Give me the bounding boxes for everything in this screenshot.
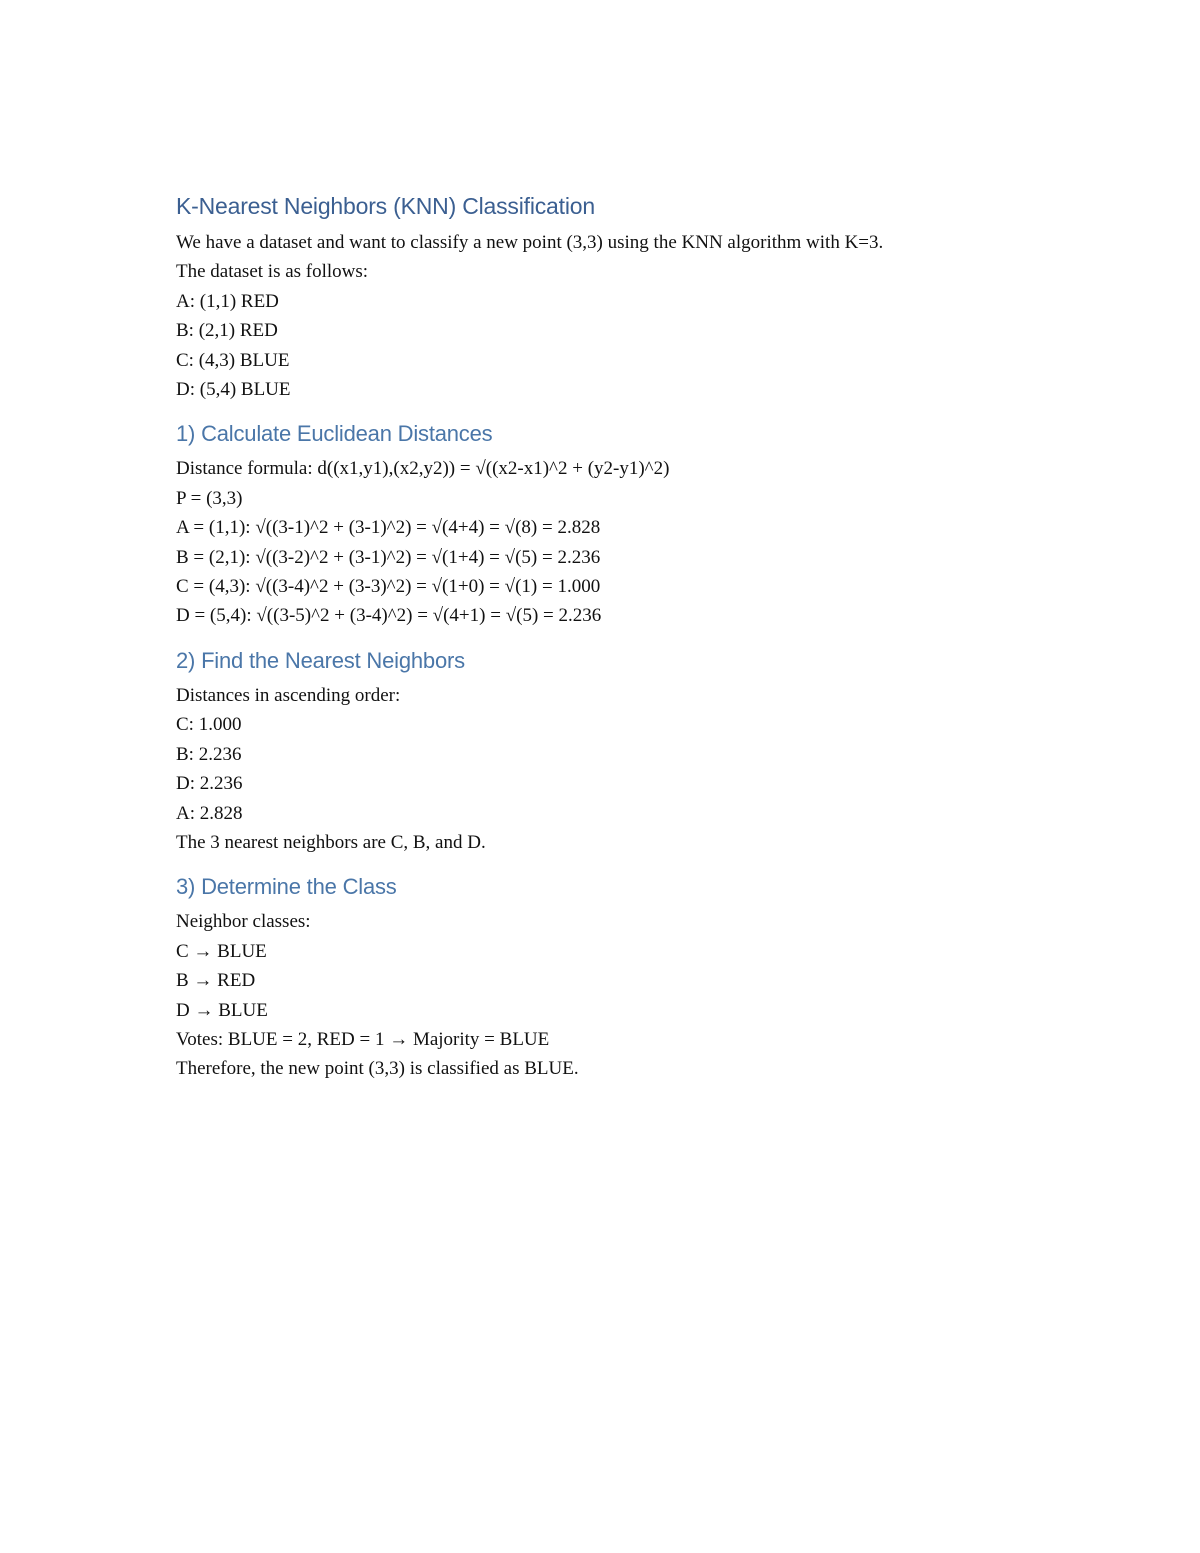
neighbor-classes-label: Neighbor classes: [176, 911, 311, 933]
query-point: P = (3,3) [176, 487, 243, 509]
document-page [176, 190, 1076, 1084]
distance-formula: Distance formula: d((x1,y1),(x2,y2)) = √((x2-x1)^2 + (y2-y1)^2) [176, 458, 670, 480]
dataset-point-d: D: (5,4) BLUE [176, 379, 291, 401]
document-title: K-Nearest Neighbors (KNN) Classification [176, 193, 595, 219]
sorted-distance: D: 2.236 [176, 773, 243, 795]
nearest-summary: The 3 nearest neighbors are C, B, and D. [176, 831, 486, 853]
section-heading: 2) Find the Nearest Neighbors [176, 647, 465, 673]
sorted-distance: A: 2.828 [176, 802, 243, 824]
distance-c: C = (4,3): √((3-4)^2 + (3-3)^2) = √(1+0) = √(1) = 1.000 [176, 576, 601, 598]
neighbor-class: D → BLUE [176, 999, 268, 1021]
distance-b: B = (2,1): √((3-2)^2 + (3-1)^2) = √(1+4) = √(5) = 2.236 [176, 546, 601, 568]
intro-block [176, 228, 1076, 404]
section-heading: 3) Determine the Class [176, 874, 397, 900]
dataset-point-b: B: (2,1) RED [176, 320, 278, 342]
neighbor-class: B → RED [176, 970, 256, 992]
sorted-distance: B: 2.236 [176, 743, 242, 765]
vote-summary: Votes: BLUE = 2, RED = 1 → Majority = BLUE [176, 1028, 550, 1050]
neighbor-class: C → BLUE [176, 940, 267, 962]
dataset-point-a: A: (1,1) RED [176, 290, 279, 312]
sorted-distance: C: 1.000 [176, 714, 242, 736]
section-neighbors [176, 645, 1076, 857]
section-heading: 1) Calculate Euclidean Distances [176, 421, 493, 447]
dataset-point-c: C: (4,3) BLUE [176, 349, 290, 371]
ascending-label: Distances in ascending order: [176, 684, 401, 706]
intro-text: We have a dataset and want to classify a new point (3,3) using the KNN algorithm with K=3. [176, 232, 884, 253]
section-class [176, 871, 1076, 1083]
distance-d: D = (5,4): √((3-5)^2 + (3-4)^2) = √(4+1) = √(5) = 2.236 [176, 605, 602, 627]
classification-result: Therefore, the new point (3,3) is classified as BLUE. [176, 1058, 579, 1080]
section-distances [176, 418, 1076, 630]
dataset-label: The dataset is as follows: [176, 261, 369, 283]
distance-a: A = (1,1): √((3-1)^2 + (3-1)^2) = √(4+4) = √(8) = 2.828 [176, 517, 601, 539]
